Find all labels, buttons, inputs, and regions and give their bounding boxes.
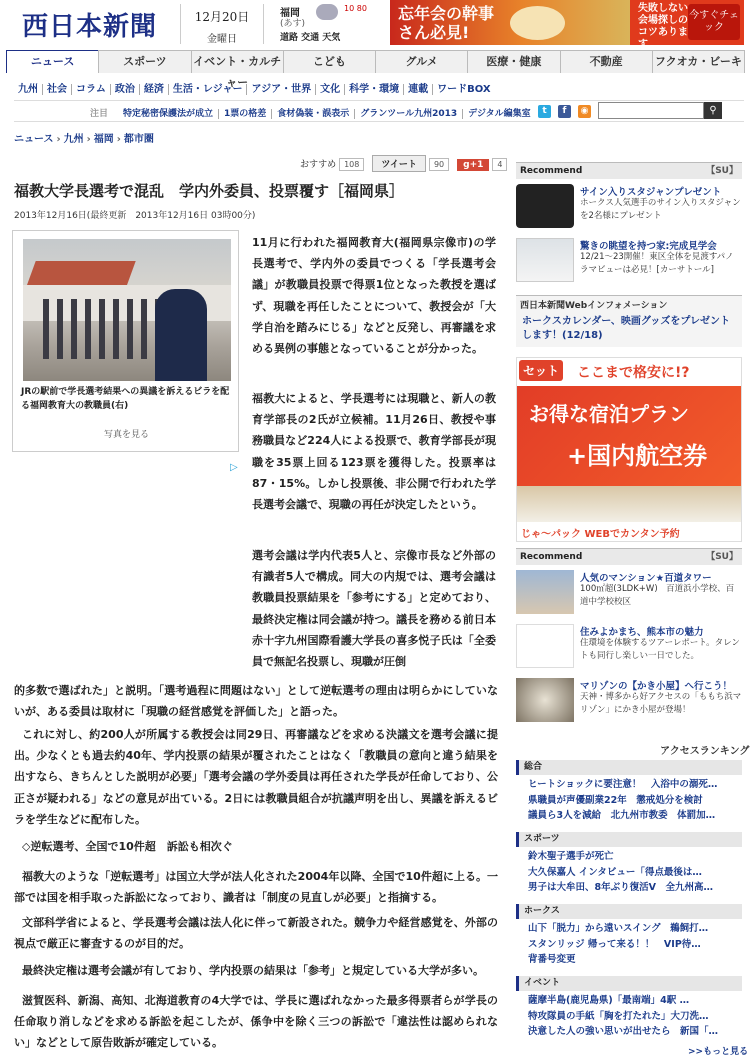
subnav-wordbox[interactable]: ワードBOX <box>437 84 491 95</box>
recommend-item[interactable] <box>516 622 742 670</box>
ranking-item[interactable]: 決意した人の強い思いが出せたら 新国「… <box>528 1026 719 1037</box>
ad2-check-button[interactable]: 今すぐチェック <box>688 4 740 40</box>
ranking-item[interactable]: 背番号変更 <box>528 954 576 965</box>
ranking-list <box>528 921 742 968</box>
tab-gourmet[interactable]: グルメ <box>375 50 468 73</box>
travel-ad[interactable] <box>516 357 742 542</box>
hot-topic-item[interactable]: デジタル編集室 <box>468 109 531 119</box>
subnav-economy[interactable]: 経済 <box>140 84 169 95</box>
recommend-item-desc: 12/21〜23開催！東区全体を見渡すパノラマビューは必見！[カーサトール] <box>580 252 734 275</box>
article-paragraph: 福教大によると、学長選考には現職と、新人の教育学部長の2氏が立候補。11月26日、教授や事務職員など224人による投票で、教育学部長が現職を35票上回る123票を獲得した。投票率は87・15%。しかし投票後、非公開で行われた学長選考会議で、現職の再任が決定したという。 <box>252 392 496 512</box>
weekday-text: 金曜日 <box>207 34 237 45</box>
recommend-title: Recommend <box>520 552 583 562</box>
weather-city: 福岡 <box>280 8 300 19</box>
share-bar <box>300 155 507 172</box>
weather-sub: (あす) <box>280 19 306 29</box>
subnav-society[interactable]: 社会 <box>43 84 72 95</box>
subnav-politics[interactable]: 政治 <box>111 84 140 95</box>
jacket-thumb <box>516 184 574 228</box>
ranking-item[interactable]: 薩摩半島(鹿児島県)「最南端」4駅 … <box>528 995 690 1006</box>
web-information <box>516 295 742 347</box>
cloud-icon <box>316 4 338 20</box>
subnav-column[interactable]: コラム <box>72 84 111 95</box>
breadcrumb-toshiken[interactable]: 都市圏 <box>123 134 154 145</box>
search-input[interactable] <box>598 102 704 119</box>
article-subheading: ◇逆転選考、全国で10件超 訴訟も相次ぐ <box>22 840 233 853</box>
ranking-item[interactable]: スタンリッジ 帰って来る！！ VIP待… <box>528 938 701 950</box>
recommend-item-desc: 天神・博多から好アクセスの「ももち浜マリゾン」にかき小屋が登場！ <box>580 692 742 715</box>
subnav-life[interactable]: 生活・レジャー <box>169 84 248 95</box>
su-badge: 【SU】 <box>706 552 738 562</box>
article-paragraph: 11月に行われた福岡教育大(福岡県宗像市)の学長選考で、学内外の委員でつくる「学長選考会議」が教職員投票で得票1位となった教授を選ばず、現職を再任したことについて、教授会が「大学自治を踏みにじる」などと反発し、再審議を求める異例の事態となっていることが分かった。 <box>252 236 496 356</box>
ad-set-badge: セット <box>519 360 563 381</box>
recommend-item-title[interactable]: 人気のマンション★百道タワー <box>580 573 712 584</box>
tab-realestate[interactable]: 不動産 <box>560 50 653 73</box>
ranking-category: スポーツ <box>516 832 742 847</box>
breadcrumb-fukuoka[interactable]: 福岡 <box>93 134 114 145</box>
recommend-item-desc: 住環境を体験するツアーレポート。タレントも同行し楽しい一日でした。 <box>580 638 740 661</box>
hot-topic-item[interactable]: グランツール九州2013 <box>355 109 463 119</box>
ranking-item[interactable]: 男子は大牟田、8年ぶり復活V 全九州高… <box>528 882 713 893</box>
tab-kids[interactable]: こども <box>283 50 376 73</box>
date-text: 12月20日 <box>194 10 250 24</box>
ranking-list <box>528 777 742 824</box>
ranking-category: 総合 <box>516 760 742 775</box>
hot-topics-label: 注目 <box>90 109 109 119</box>
recommend-item-title[interactable]: マリゾンの【かき小屋】へ行こう！ <box>580 681 733 692</box>
recommend-item-title[interactable]: 住みよかまち、熊本市の魅力 <box>580 627 704 638</box>
subnav-series[interactable]: 連載 <box>404 84 433 95</box>
breadcrumb-news[interactable]: ニュース <box>14 134 54 145</box>
ranking-item[interactable]: ヒートショックに要注意！ 入浴中の溺死… <box>528 779 718 790</box>
access-ranking-header: アクセスランキング <box>660 746 750 757</box>
food-plate-image <box>510 6 565 40</box>
tab-events[interactable]: イベント・カルチャー <box>191 50 284 73</box>
recommend-title: Recommend <box>520 166 583 176</box>
ad-main-text: お得な宿泊プラン <box>529 402 689 426</box>
recommend-item-desc: 100㎡超(3LDK+W) 百道浜小学校、百道中学校校区 <box>580 584 735 607</box>
article-paragraph: 文部科学省によると、学長選考会議は法人化に伴って新設された。競争力や経営感覚を、外部の視点で厳正に審査するのが目的だ。 <box>14 916 498 951</box>
photo-caption: JRの駅前で学長選考結果への異議を訴えるビラを配る福岡教育大の教職員(右) <box>21 387 230 411</box>
breadcrumb-kyushu[interactable]: 九州 <box>63 134 84 145</box>
house-thumb <box>516 238 574 282</box>
hot-topic-item[interactable]: 特定秘密保護法が成立 <box>118 109 219 119</box>
site-logo[interactable]: 西日本新聞 <box>22 12 158 42</box>
article-paragraph: 滋賀医科、新潟、高知、北海道教育の4大学では、学長に選ばれなかった最多得票者らが学長の任命取り消しなどを求める訴訟を起こしたが、係争中を除く三つの訴訟で「違法性は認められない」などとして原告敗訴が確定している。 <box>14 994 498 1050</box>
tweet-count: 90 <box>429 158 449 171</box>
article-paragraph: これに対し、約200人が所属する教授会は同29日、再審議などを求める決議文を選考会議に提出。少なくとも過去約40年、学内投票の結果が覆されたことはなく「教職員の意向と違う結果を出すなら、きちんとした説明が必要」「選考会議の学外委員は再任された学長が任命しており、公正さが疑われる」などの意見が出ている。2日には教職員組合が抗議声明を出し、異議を訴えるビラを学生などに配布した。 <box>14 728 498 826</box>
bonenkai-ad-banner[interactable] <box>390 0 630 45</box>
article-paragraph: 的多数で選ばれた」と説明。「選考過程に問題はない」として逆転選考の理由は明らかにしていないが、ある委員は取材に「現職の経営感覚を評価した」と語った。 <box>14 684 498 719</box>
recommend-item[interactable] <box>516 676 742 724</box>
hot-topic-item[interactable]: 1票の格差 <box>219 109 272 119</box>
recommend-header <box>516 162 742 179</box>
oyster-thumb <box>516 678 574 722</box>
article-title: 福教大学長選考で混乱 学内外委員、投票覆す［福岡県］ <box>14 182 405 200</box>
su-badge: 【SU】 <box>706 166 738 176</box>
article-date: 2013年12月16日(最終更新 2013年12月16日 03時00分) <box>14 211 256 221</box>
sub-nav <box>14 80 495 95</box>
hotel-room-image <box>517 486 742 522</box>
weather-percent: 10 80 <box>344 4 367 13</box>
article-paragraph: 最終決定権は選考会議が有しており、学内投票の結果は「参考」と規定している大学が多い。 <box>22 964 484 977</box>
hotpepper-ad-banner[interactable] <box>630 0 744 50</box>
gplus-count: 4 <box>492 158 507 171</box>
ad2-text: 失敗しない会場探しのコツあります <box>638 3 688 50</box>
kumamoto-thumb <box>516 624 574 668</box>
rss-icon[interactable]: ◉ <box>578 105 591 118</box>
webinfo-header: 西日本新聞Webインフォメーション <box>520 301 668 311</box>
recommend-label: おすすめ <box>300 160 337 170</box>
ad1-text: 忘年会の幹事さん必見! <box>398 4 495 42</box>
date-box <box>180 4 264 44</box>
ranking-item[interactable]: 大久保嘉人 インタビュー「得点最後は… <box>528 866 702 878</box>
weather-widget[interactable] <box>272 2 382 44</box>
hot-topic-item[interactable]: 食材偽装・誤表示 <box>272 109 355 119</box>
article-paragraph: 選考会議は学内代表5人と、宗像市長など外部の有識者5人で構成。同大の内規では、選考会議は教職員投票結果を「参考にする」と定めており、最終決定権は同会議が持つ。議長を務める前日本赤十字九州国際看護大学長の喜多悦子氏は「全委員で無記名投票し、現職が圧倒 <box>252 549 496 669</box>
tower-thumb <box>516 570 574 614</box>
recommend-item-desc: ホークス人気選手のサイン入りスタジャンを2名様にプレゼント <box>580 198 741 221</box>
adchoices-icon[interactable]: ▷ <box>230 462 238 473</box>
recommend-item[interactable] <box>516 236 742 284</box>
more-ranking-link[interactable]: >>もっと見る <box>688 1047 749 1057</box>
subnav-culture[interactable]: 文化 <box>316 84 345 95</box>
ad-sub-text: +国内航空券 <box>567 442 708 470</box>
subnav-kyushu[interactable]: 九州 <box>14 84 43 95</box>
tab-fukuoka-biki[interactable]: フクオカ・ビーキ <box>652 50 745 73</box>
tab-health[interactable]: 医療・健康 <box>467 50 560 73</box>
tab-news[interactable]: ニュース <box>6 50 99 73</box>
main-nav <box>6 50 744 89</box>
article-photo[interactable] <box>23 239 231 381</box>
ad-top-text: ここまで格安に!? <box>577 365 690 381</box>
tab-sports[interactable]: スポーツ <box>98 50 191 73</box>
search-icon[interactable]: ⚲ <box>704 102 722 119</box>
recommend-item[interactable] <box>516 182 742 230</box>
webinfo-link[interactable]: ホークスカレンダー、映画グッズをプレゼントします！(12/18) <box>522 316 730 341</box>
recommend-count: 108 <box>339 158 364 171</box>
ranking-category: ホークス <box>516 904 742 919</box>
ranking-list <box>528 993 742 1040</box>
facebook-icon[interactable]: f <box>558 105 571 118</box>
recommend-item[interactable] <box>516 568 742 616</box>
recommend-item-title[interactable]: サイン入りスタジャンプレゼント <box>580 187 722 198</box>
ad-bottom-text: じゃ〜パック WEBでカンタン予約 <box>517 522 742 542</box>
ranking-item[interactable]: 山下「脱力」から遠いスイング 鵜飼打… <box>528 923 709 934</box>
article-photo-box[interactable] <box>12 230 239 452</box>
weather-links[interactable]: 道路 交通 天気 <box>280 33 341 43</box>
subnav-asia[interactable]: アジア・世界 <box>247 84 316 95</box>
twitter-icon[interactable]: t <box>538 105 551 118</box>
tweet-button[interactable]: ツイート <box>372 155 426 172</box>
ranking-list <box>528 849 742 896</box>
see-photo-link[interactable]: 写真を見る <box>103 430 149 440</box>
ranking-item[interactable]: 特攻隊員の手紙「胸を打たれた」大刀洗… <box>528 1010 709 1022</box>
ranking-item[interactable]: 県職員が声優副業22年 懲戒処分を検討 <box>528 794 703 806</box>
ranking-item[interactable]: 鈴木聖子選手が死亡 <box>528 851 614 862</box>
breadcrumb: ニュース › 九州 › 福岡 › 都市圏 <box>14 134 154 145</box>
recommend-header-2 <box>516 548 742 565</box>
recommend-item-title[interactable]: 驚きの眺望を持つ家:完成見学会 <box>580 241 717 252</box>
subnav-science[interactable]: 科学・環境 <box>345 84 404 95</box>
ranking-category: イベント <box>516 976 742 991</box>
gplus-button[interactable]: g+1 <box>457 159 489 171</box>
ranking-item[interactable]: 議員ら3人を減給 北九州市教委 体罰加… <box>528 810 716 821</box>
article-paragraph: 福教大のような「逆転選考」は国立大学が法人化された2004年以降、全国で10件超に上る。一部では国を相手取った訴訟になっており、識者は「制度の見直しが必要」と指摘する。 <box>14 870 498 905</box>
